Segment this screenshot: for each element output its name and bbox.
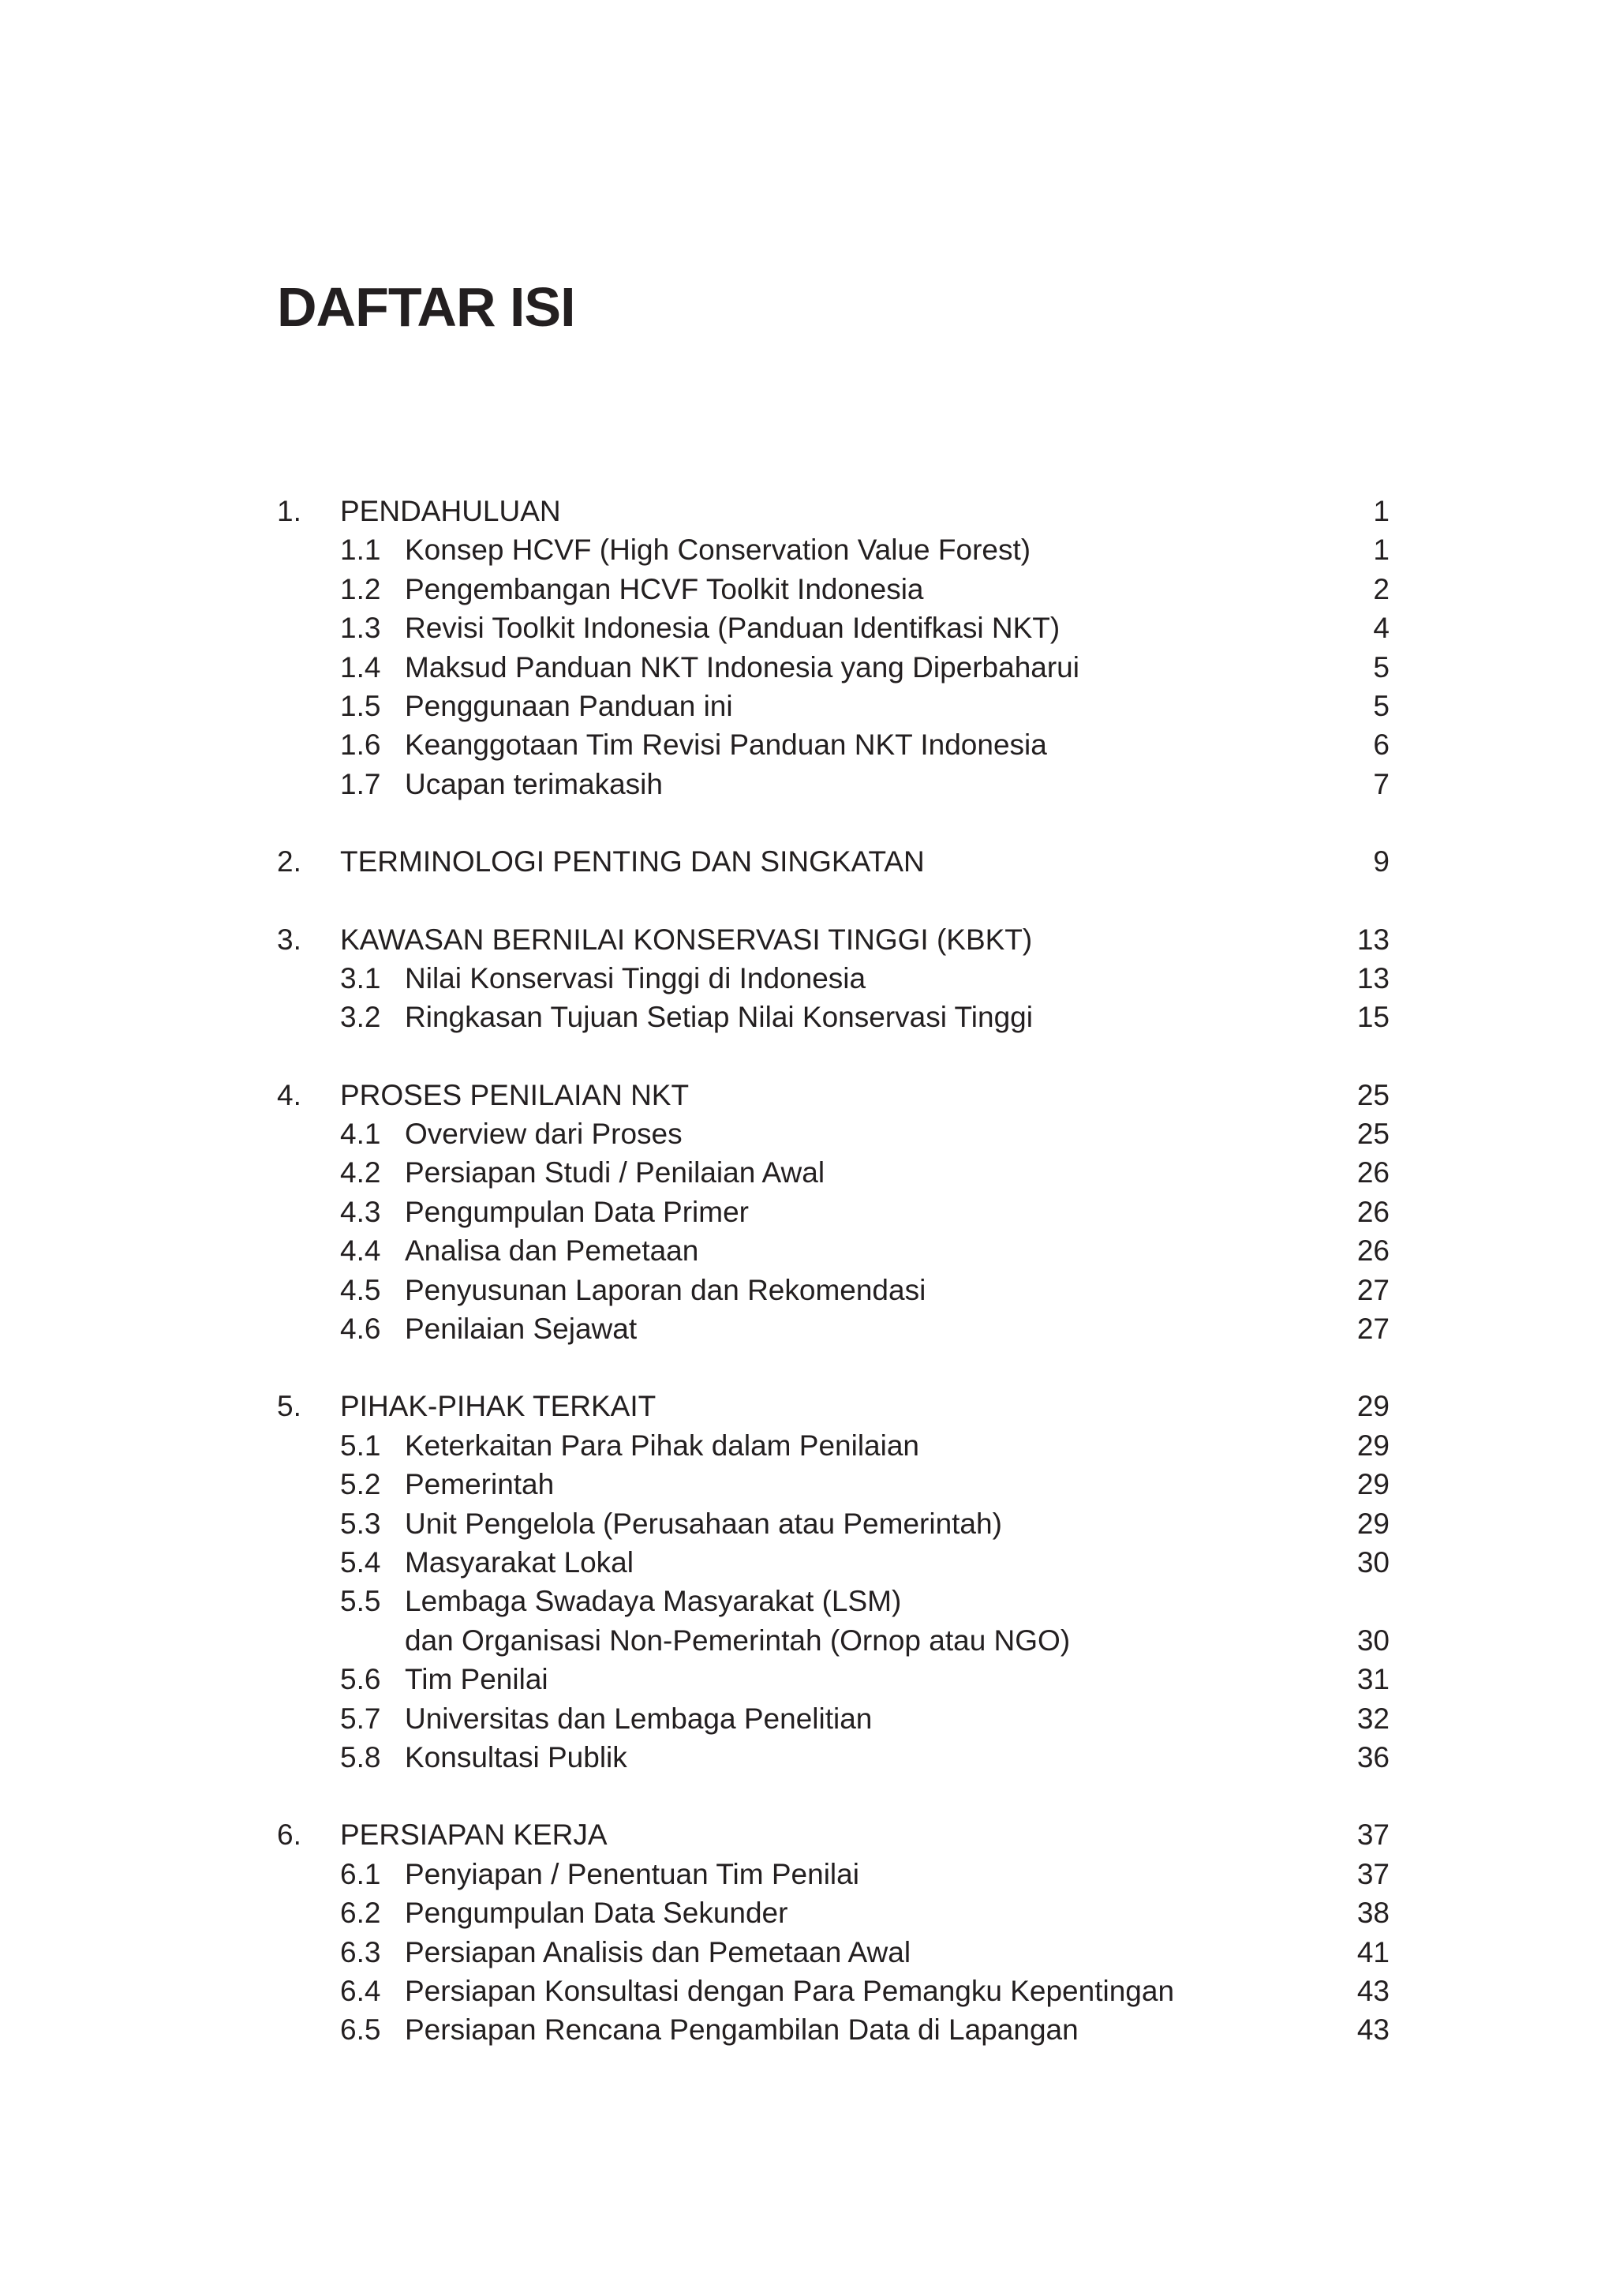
subsection-title: Keterkaitan Para Pihak dalam Penilaian [405, 1429, 919, 1462]
toc-subsection-row[interactable] [277, 725, 1390, 764]
toc-section-6 [277, 1815, 1390, 2049]
page-number: 27 [1356, 1273, 1390, 1306]
subsection-title: Persiapan Konsultasi dengan Para Pemangku Kepentingan [405, 1974, 1175, 2007]
subsection-number: 5.7 [340, 1702, 381, 1735]
toc-chapter-row[interactable] [277, 920, 1390, 959]
toc-subsection-row[interactable] [277, 1114, 1390, 1153]
page-number: 15 [1356, 1001, 1390, 1034]
subsection-title: dan Organisasi Non-Pemerintah (Ornop atau NGO) [405, 1624, 1071, 1657]
chapter-title: PENDAHULUAN [340, 495, 561, 527]
subsection-title: Masyarakat Lokal [405, 1545, 634, 1579]
page-number: 37 [1356, 1818, 1390, 1852]
subsection-number: 4.6 [340, 1313, 381, 1346]
toc-subsection-row[interactable] [277, 530, 1390, 569]
subsection-number: 1.7 [340, 767, 381, 800]
toc-chapter-row[interactable] [277, 492, 1390, 530]
page-number: 43 [1356, 2013, 1390, 2047]
page-title: DAFTAR ISI [277, 276, 575, 338]
page-number: 1 [1373, 495, 1390, 527]
chapter-number: 3. [277, 923, 301, 956]
toc-subsection-row[interactable] [277, 1193, 1390, 1231]
page-number: 27 [1356, 1313, 1390, 1346]
subsection-title: Pengumpulan Data Primer [405, 1195, 749, 1228]
subsection-number: 5.3 [340, 1507, 381, 1540]
toc-subsection-row[interactable] [277, 1153, 1390, 1192]
toc-subsection-row[interactable] [277, 1933, 1390, 1972]
subsection-number: 1.1 [340, 534, 381, 567]
subsection-number: 4.5 [340, 1273, 381, 1306]
subsection-title: Konsep HCVF (High Conservation Value Forest) [405, 534, 1031, 567]
subsection-number: 6.1 [340, 1857, 381, 1890]
toc-section-3 [277, 920, 1390, 1037]
subsection-title: Keanggotaan Tim Revisi Panduan NKT Indonesia [405, 729, 1047, 762]
subsection-title: Revisi Toolkit Indonesia (Panduan Identifkasi NKT) [405, 612, 1060, 645]
toc-subsection-row[interactable] [277, 1543, 1390, 1582]
subsection-title: Universitas dan Lembaga Penelitian [405, 1702, 873, 1735]
page-number: 37 [1356, 1857, 1390, 1890]
chapter-number: 5. [277, 1390, 301, 1423]
page-number: 30 [1356, 1545, 1390, 1579]
page-number: 13 [1356, 923, 1390, 956]
subsection-title: Unit Pengelola (Perusahaan atau Pemerintah) [405, 1507, 1002, 1540]
subsection-number: 1.6 [340, 729, 381, 762]
toc-subsection-row-continued[interactable] [277, 1621, 1390, 1660]
toc-subsection-row[interactable] [277, 1271, 1390, 1309]
subsection-number: 1.3 [340, 612, 381, 645]
chapter-title: KAWASAN BERNILAI KONSERVASI TINGGI (KBKT) [340, 923, 1033, 956]
page-number: 26 [1356, 1156, 1390, 1189]
subsection-number: 5.5 [340, 1585, 381, 1618]
subsection-number: 5.1 [340, 1429, 381, 1462]
subsection-title: Overview dari Proses [405, 1118, 683, 1151]
page-number: 41 [1356, 1935, 1390, 1968]
page-number: 26 [1356, 1195, 1390, 1228]
toc-subsection-row[interactable] [277, 570, 1390, 609]
toc-subsection-row[interactable] [277, 1231, 1390, 1270]
subsection-number: 5.2 [340, 1468, 381, 1501]
subsection-number: 1.4 [340, 650, 381, 684]
subsection-title: Lembaga Swadaya Masyarakat (LSM) [405, 1585, 902, 1618]
toc-subsection-row[interactable] [277, 959, 1390, 998]
toc-subsection-row[interactable] [277, 1855, 1390, 1893]
toc-chapter-row[interactable] [277, 842, 1390, 881]
page-number: 9 [1373, 845, 1390, 878]
subsection-number: 4.1 [340, 1118, 381, 1151]
subsection-title: Penyusunan Laporan dan Rekomendasi [405, 1273, 926, 1306]
page-number: 1 [1373, 534, 1390, 567]
subsection-title: Konsultasi Publik [405, 1740, 627, 1774]
toc-chapter-row[interactable] [277, 1076, 1390, 1114]
page-number: 32 [1356, 1702, 1390, 1735]
toc-subsection-row[interactable] [277, 1972, 1390, 2010]
page-number: 25 [1356, 1078, 1390, 1111]
subsection-title: Pengumpulan Data Sekunder [405, 1897, 788, 1930]
page-number: 13 [1356, 961, 1390, 994]
toc-subsection-row[interactable] [277, 1309, 1390, 1348]
toc-subsection-row[interactable] [277, 1504, 1390, 1543]
subsection-title: Analisa dan Pemetaan [405, 1234, 699, 1268]
page-number: 5 [1373, 650, 1390, 684]
toc-subsection-row[interactable] [277, 765, 1390, 803]
toc-subsection-row[interactable] [277, 1582, 1390, 1620]
toc-subsection-row[interactable] [277, 998, 1390, 1036]
subsection-title: Penggunaan Panduan ini [405, 689, 733, 722]
page-number: 30 [1356, 1624, 1390, 1657]
subsection-title: Ucapan terimakasih [405, 767, 663, 800]
subsection-number: 1.2 [340, 572, 381, 605]
subsection-title: Pengembangan HCVF Toolkit Indonesia [405, 572, 924, 605]
chapter-title: TERMINOLOGI PENTING DAN SINGKATAN [340, 845, 925, 878]
page-number: 36 [1356, 1740, 1390, 1774]
page-number: 43 [1356, 1974, 1390, 2007]
chapter-number: 6. [277, 1818, 301, 1852]
subsection-title: Penyiapan / Penentuan Tim Penilai [405, 1857, 859, 1890]
page-number: 7 [1373, 767, 1390, 800]
page-number: 29 [1356, 1507, 1390, 1540]
chapter-title: PERSIAPAN KERJA [340, 1818, 608, 1852]
page-number: 4 [1373, 612, 1390, 645]
subsection-title: Persiapan Analisis dan Pemetaan Awal [405, 1935, 911, 1968]
page-number: 29 [1356, 1429, 1390, 1462]
subsection-number: 6.4 [340, 1974, 381, 2007]
subsection-title: Maksud Panduan NKT Indonesia yang Diperbaharui [405, 650, 1079, 684]
chapter-number: 4. [277, 1078, 301, 1111]
subsection-number: 6.2 [340, 1897, 381, 1930]
chapter-title: PIHAK-PIHAK TERKAIT [340, 1390, 656, 1423]
toc-subsection-row[interactable] [277, 687, 1390, 725]
subsection-number: 3.2 [340, 1001, 381, 1034]
page-number: 29 [1356, 1468, 1390, 1501]
subsection-title: Persiapan Rencana Pengambilan Data di Lapangan [405, 2013, 1079, 2047]
chapter-number: 1. [277, 495, 301, 527]
page-number: 2 [1373, 572, 1390, 605]
toc-section-4 [277, 1076, 1390, 1349]
subsection-number: 6.3 [340, 1935, 381, 1968]
subsection-number: 4.2 [340, 1156, 381, 1189]
toc-subsection-row[interactable] [277, 2010, 1390, 2049]
subsection-title: Ringkasan Tujuan Setiap Nilai Konservasi Tinggi [405, 1001, 1033, 1034]
subsection-number: 4.3 [340, 1195, 381, 1228]
page-number: 26 [1356, 1234, 1390, 1268]
toc-section-2 [277, 842, 1390, 881]
toc-section-5 [277, 1387, 1390, 1777]
subsection-title: Persiapan Studi / Penilaian Awal [405, 1156, 825, 1189]
subsection-title: Pemerintah [405, 1468, 555, 1501]
subsection-title: Nilai Konservasi Tinggi di Indonesia [405, 961, 866, 994]
toc-section-1 [277, 492, 1390, 803]
toc-subsection-row[interactable] [277, 1699, 1390, 1738]
subsection-number: 5.8 [340, 1740, 381, 1774]
page-number: 25 [1356, 1118, 1390, 1151]
subsection-title: Penilaian Sejawat [405, 1313, 638, 1346]
subsection-number: 5.6 [340, 1663, 381, 1696]
toc-chapter-row[interactable] [277, 1387, 1390, 1425]
page-number: 6 [1373, 729, 1390, 762]
chapter-number: 2. [277, 845, 301, 878]
toc-subsection-row[interactable] [277, 1738, 1390, 1777]
subsection-title: Tim Penilai [405, 1663, 548, 1696]
page-number: 31 [1356, 1663, 1390, 1696]
toc-chapter-row[interactable] [277, 1815, 1390, 1854]
toc-subsection-row[interactable] [277, 1893, 1390, 1932]
table-of-contents [277, 492, 1390, 2050]
page-number: 29 [1356, 1390, 1390, 1423]
subsection-number: 1.5 [340, 689, 381, 722]
toc-subsection-row[interactable] [277, 1426, 1390, 1465]
page-number: 5 [1373, 689, 1390, 722]
toc-subsection-row[interactable] [277, 609, 1390, 647]
subsection-number: 3.1 [340, 961, 381, 994]
toc-subsection-row[interactable] [277, 648, 1390, 687]
toc-subsection-row[interactable] [277, 1660, 1390, 1699]
chapter-title: PROSES PENILAIAN NKT [340, 1078, 690, 1111]
subsection-number: 5.4 [340, 1545, 381, 1579]
page-number: 38 [1356, 1897, 1390, 1930]
subsection-number: 4.4 [340, 1234, 381, 1268]
subsection-number: 6.5 [340, 2013, 381, 2047]
toc-subsection-row[interactable] [277, 1465, 1390, 1504]
